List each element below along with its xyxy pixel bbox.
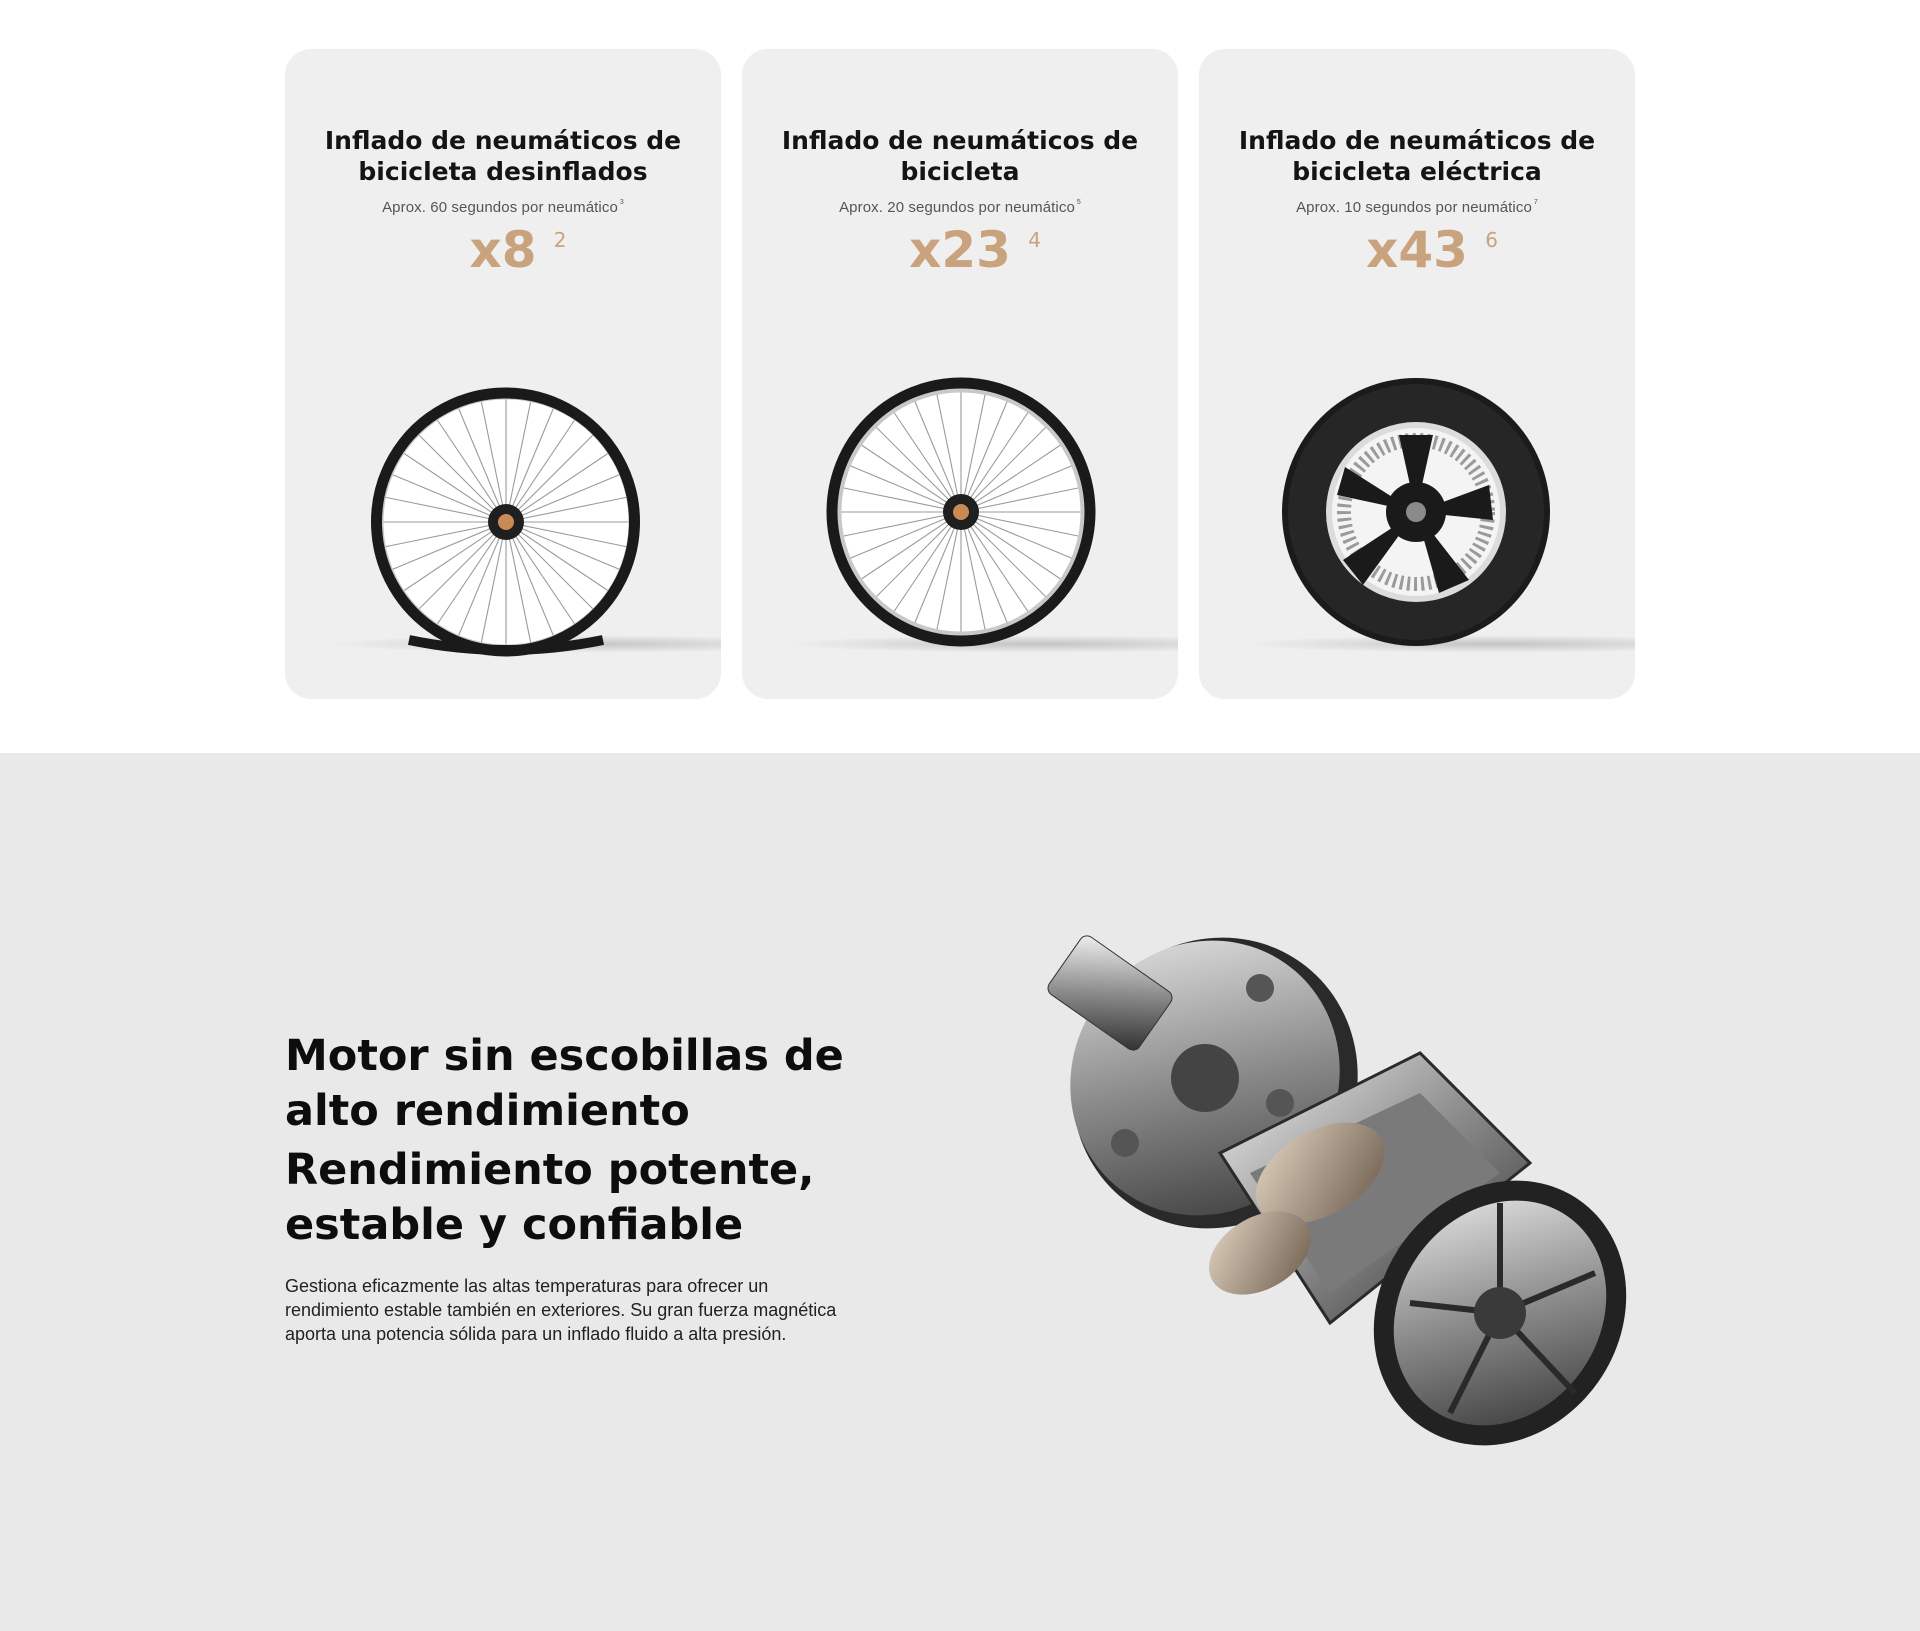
inflation-count: x23 4 xyxy=(909,222,1011,278)
deflated-bicycle-wheel-image xyxy=(369,385,643,659)
card-subtitle: Aprox. 60 segundos por neumático $^3$ xyxy=(382,199,624,216)
inflation-count: x8 2 xyxy=(469,222,536,278)
section-subheadline: Rendimiento potente, estable y confiable xyxy=(285,1145,815,1250)
bicycle-wheel-image xyxy=(824,375,1098,649)
footnote-marker: 6 xyxy=(1485,228,1498,252)
card-subtitle: Aprox. 20 segundos por neumático $^5$ xyxy=(839,199,1081,216)
card-title: Inflado de neumáticos de bicicleta xyxy=(781,126,1139,186)
section-headline: Motor sin escobillas de alto rendimiento xyxy=(285,1031,844,1136)
inflation-count: x43 6 xyxy=(1366,222,1468,278)
section-body: Gestiona eficazmente las altas temperaturas para ofrecer un rendimiento estable también en exteriores. Su gran fuerza magnética aporta una potencia sólida para un inflado fluido a alta presión. xyxy=(285,1276,837,1344)
card-electric-bicycle xyxy=(1199,49,1635,699)
footnote-marker: 2 xyxy=(553,228,567,252)
card-title: Inflado de neumáticos de bicicleta eléctrica xyxy=(1238,126,1596,186)
footnote-marker: 7 xyxy=(1533,199,1538,206)
card-subtitle: Aprox. 10 segundos por neumático $^7$ xyxy=(1296,199,1538,216)
electric-bicycle-wheel-image xyxy=(1279,375,1553,649)
card-bicycle xyxy=(742,49,1178,699)
card-deflated-bicycle xyxy=(285,49,721,699)
brushless-motor-image xyxy=(1030,903,1670,1503)
footnote-marker: 3 xyxy=(619,199,624,206)
card-title: Inflado de neumáticos de bicicleta desinflados xyxy=(324,126,682,186)
usage-cards-section xyxy=(0,0,1920,753)
footnote-marker: 5 xyxy=(1076,199,1081,206)
footnote-marker: 4 xyxy=(1028,228,1041,252)
motor-section xyxy=(0,753,1920,1631)
